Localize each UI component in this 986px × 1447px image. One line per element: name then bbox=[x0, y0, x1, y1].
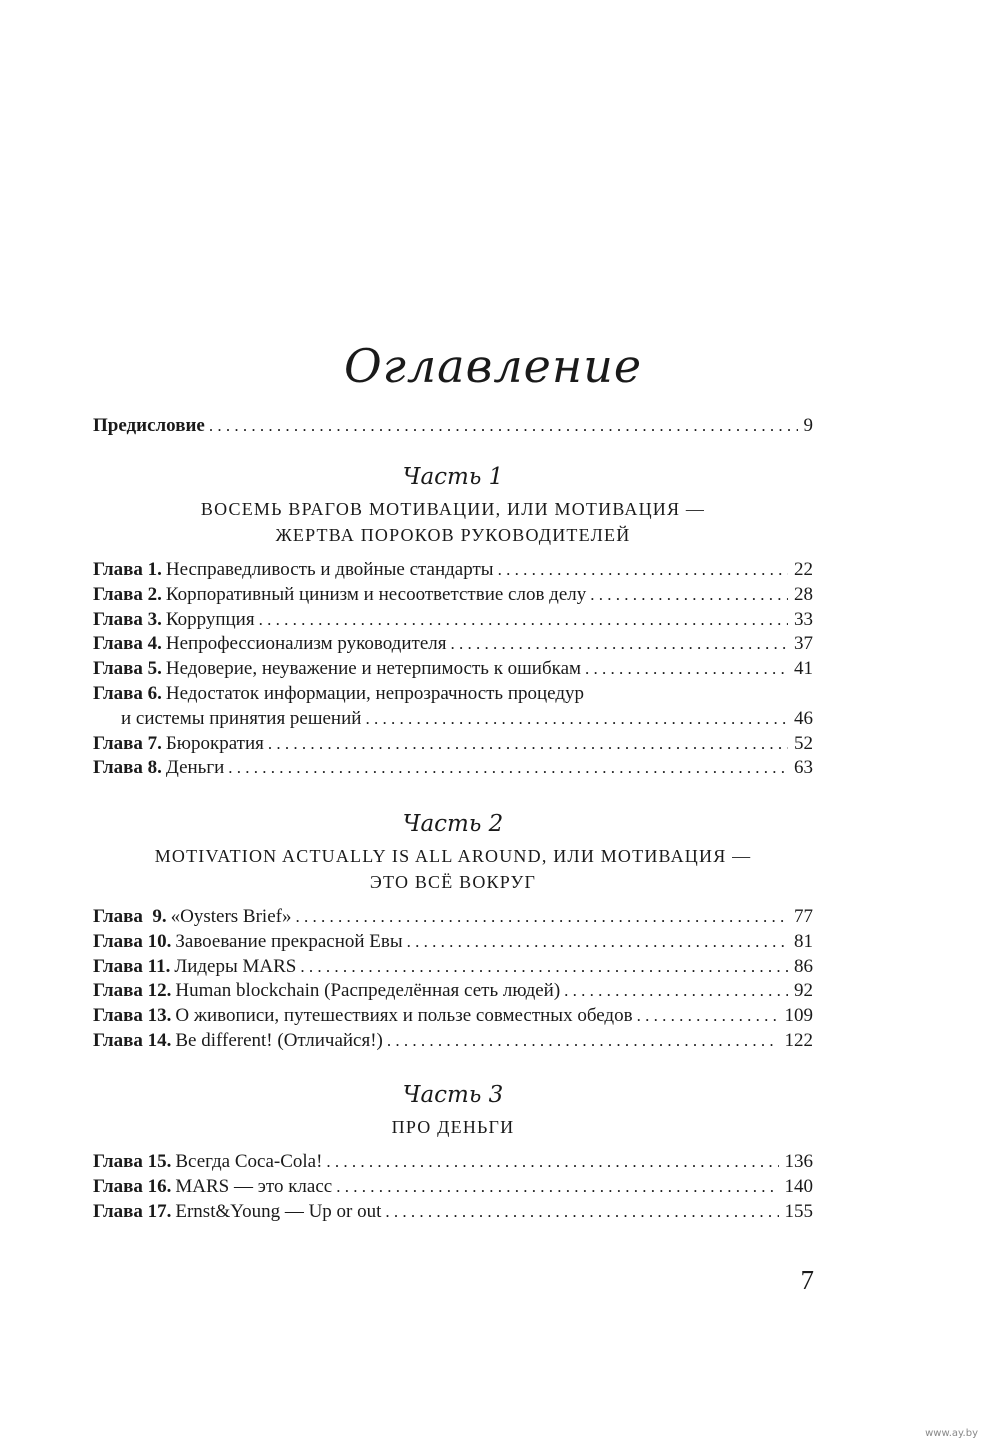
leader-dots bbox=[407, 930, 788, 955]
chapter-entry[interactable] bbox=[93, 632, 813, 657]
chapter-title: Human blockchain (Распределённая сеть людей) bbox=[175, 980, 561, 1002]
chapter-entry[interactable] bbox=[93, 1200, 813, 1225]
chapter-page: 92 bbox=[794, 980, 813, 1002]
chapter-entry[interactable] bbox=[93, 583, 813, 608]
chapter-page: 155 bbox=[784, 1200, 813, 1222]
chapter-entry-continued[interactable] bbox=[93, 707, 813, 732]
chapter-label: Глава 3. bbox=[93, 608, 162, 630]
preface-page: 9 bbox=[803, 415, 813, 436]
part-1 bbox=[93, 462, 813, 781]
part-3 bbox=[93, 1080, 813, 1224]
chapter-page: 140 bbox=[784, 1175, 813, 1197]
preface-entry[interactable] bbox=[93, 414, 813, 439]
part-subtitle-line: MOTIVATION ACTUALLY IS ALL AROUND, ИЛИ МОТИВАЦИЯ — bbox=[154, 846, 752, 866]
chapter-page: 46 bbox=[794, 707, 813, 729]
part-heading: Часть 1 bbox=[402, 464, 504, 490]
part-2 bbox=[93, 809, 813, 1054]
chapter-entry[interactable] bbox=[93, 558, 813, 583]
leader-dots bbox=[268, 732, 788, 757]
chapter-page: 52 bbox=[794, 732, 813, 754]
chapter-entry[interactable] bbox=[93, 1029, 813, 1054]
chapter-entry[interactable] bbox=[93, 979, 813, 1004]
part-heading: Часть 3 bbox=[402, 1082, 504, 1108]
chapter-page: 37 bbox=[794, 633, 813, 655]
chapter-label: Глава 9. bbox=[93, 906, 167, 927]
leader-dots bbox=[295, 905, 788, 930]
chapter-title: О живописи, путешествиях и пользе совместных обедов bbox=[175, 1005, 633, 1027]
part-subtitle-line: ЖЕРТВА ПОРОКОВ РУКОВОДИТЕЛЕЙ bbox=[275, 525, 631, 545]
chapter-page: 28 bbox=[794, 583, 813, 605]
chapter-entry[interactable] bbox=[93, 1150, 813, 1175]
chapter-page: 63 bbox=[794, 757, 813, 779]
chapter-page: 33 bbox=[794, 608, 813, 630]
chapter-entry[interactable] bbox=[93, 1175, 813, 1200]
leader-dots bbox=[637, 1004, 779, 1029]
chapter-page: 86 bbox=[794, 955, 813, 977]
leader-dots bbox=[385, 1200, 778, 1225]
chapter-label: Глава 6. bbox=[93, 682, 162, 704]
chapter-title: Бюрократия bbox=[165, 732, 264, 754]
chapter-label: Глава 2. bbox=[93, 583, 162, 605]
chapter-title: Коррупция bbox=[165, 608, 255, 630]
chapter-title: Be different! (Отличайся!) bbox=[175, 1029, 383, 1051]
leader-dots bbox=[450, 632, 788, 657]
leader-dots bbox=[336, 1175, 778, 1200]
part-subtitle-line: ЭТО ВСЁ ВОКРУГ bbox=[369, 872, 537, 892]
chapter-label: Глава 13. bbox=[93, 1005, 172, 1027]
chapter-page: 41 bbox=[794, 658, 813, 680]
leader-dots bbox=[365, 707, 788, 732]
watermark: www.ay.by bbox=[925, 1428, 978, 1439]
part-subtitle bbox=[93, 843, 813, 895]
chapter-title: MARS — это класс bbox=[175, 1175, 333, 1197]
chapter-title: Всегда Coca-Cola! bbox=[175, 1151, 323, 1172]
leader-dots bbox=[228, 756, 788, 781]
part-subtitle bbox=[93, 496, 813, 548]
preface-label: Предисловие bbox=[93, 415, 205, 436]
part-subtitle-line: ВОСЕМЬ ВРАГОВ МОТИВАЦИИ, ИЛИ МОТИВАЦИЯ — bbox=[200, 499, 706, 519]
chapter-title: Недостаток информации, непрозрачность процедур bbox=[165, 682, 585, 704]
chapter-title: Деньги bbox=[165, 757, 225, 779]
leader-dots bbox=[326, 1150, 778, 1175]
part-subtitle bbox=[93, 1114, 813, 1140]
chapter-label: Глава 16. bbox=[93, 1175, 172, 1197]
chapter-label: Глава 1. bbox=[93, 559, 162, 580]
chapter-entry[interactable] bbox=[93, 682, 813, 707]
chapter-entry[interactable] bbox=[93, 905, 813, 930]
leader-dots bbox=[259, 608, 788, 633]
leader-dots bbox=[564, 979, 788, 1004]
chapter-entry[interactable] bbox=[93, 657, 813, 682]
chapter-page: 122 bbox=[784, 1029, 813, 1051]
chapter-page: 136 bbox=[784, 1151, 813, 1172]
chapter-page: 22 bbox=[794, 559, 813, 580]
leader-dots bbox=[300, 955, 788, 980]
chapter-title: Непрофессионализм руководителя bbox=[165, 633, 447, 655]
chapter-entry[interactable] bbox=[93, 608, 813, 633]
leader-dots bbox=[585, 657, 788, 682]
chapter-title: Лидеры MARS bbox=[174, 955, 297, 977]
chapter-page: 81 bbox=[794, 930, 813, 952]
chapter-label: Глава 10. bbox=[93, 930, 172, 952]
toc-title: Оглавление bbox=[343, 339, 643, 393]
leader-dots bbox=[209, 414, 798, 439]
chapter-label: Глава 17. bbox=[93, 1200, 172, 1222]
chapter-title-continued: и системы принятия решений bbox=[121, 707, 362, 729]
chapter-entry[interactable] bbox=[93, 756, 813, 781]
chapter-label: Глава 7. bbox=[93, 732, 162, 754]
chapter-page: 77 bbox=[794, 906, 813, 927]
chapter-label: Глава 4. bbox=[93, 633, 162, 655]
chapter-entry[interactable] bbox=[93, 732, 813, 757]
chapter-title: Несправедливость и двойные стандарты bbox=[165, 559, 494, 580]
chapter-label: Глава 5. bbox=[93, 658, 162, 680]
part-heading: Часть 2 bbox=[402, 811, 504, 837]
chapter-entry[interactable] bbox=[93, 930, 813, 955]
chapter-entry[interactable] bbox=[93, 955, 813, 980]
chapter-title: Корпоративный цинизм и несоответствие слов делу bbox=[165, 583, 587, 605]
leader-dots bbox=[590, 583, 788, 608]
chapter-title: «Oysters Brief» bbox=[170, 906, 292, 927]
leader-dots bbox=[498, 558, 788, 583]
part-subtitle-line: ПРО ДЕНЬГИ bbox=[391, 1117, 515, 1137]
chapter-entry[interactable] bbox=[93, 1004, 813, 1029]
chapter-label: Глава 8. bbox=[93, 757, 162, 779]
leader-dots bbox=[387, 1029, 779, 1054]
chapter-title: Недоверие, неуважение и нетерпимость к ошибкам bbox=[165, 658, 582, 680]
chapter-label: Глава 15. bbox=[93, 1151, 172, 1172]
chapter-title: Ernst&Young — Up or out bbox=[175, 1200, 382, 1222]
chapter-label: Глава 12. bbox=[93, 980, 172, 1002]
chapter-title: Завоевание прекрасной Евы bbox=[175, 930, 403, 952]
chapter-label: Глава 11. bbox=[93, 955, 171, 977]
chapter-label: Глава 14. bbox=[93, 1029, 172, 1051]
chapter-page: 109 bbox=[784, 1005, 813, 1027]
page-number: 7 bbox=[800, 1265, 814, 1295]
